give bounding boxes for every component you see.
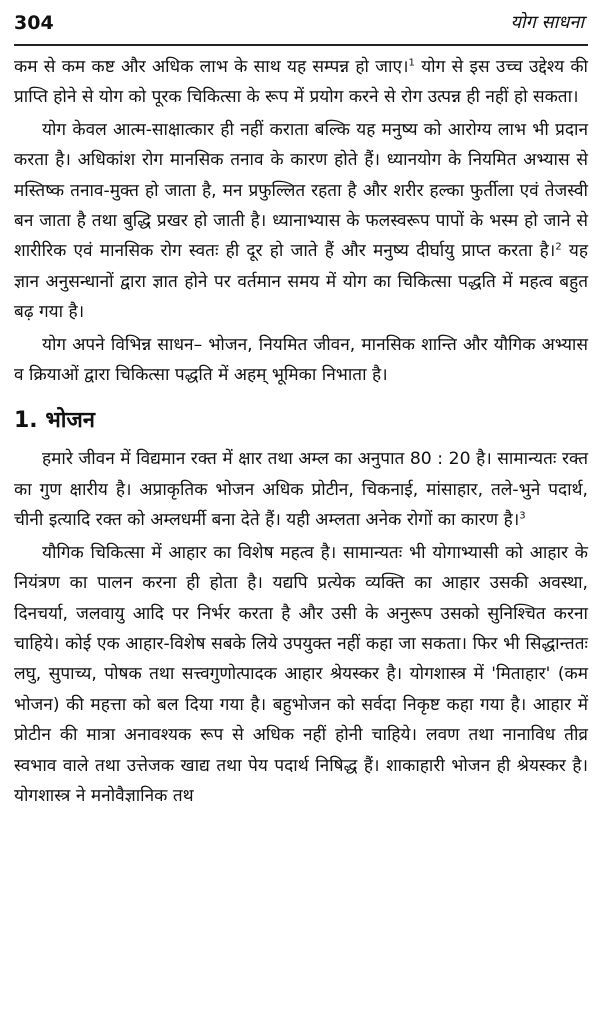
section-heading: 1. भोजन: [14, 408, 96, 434]
page-number: 304: [14, 12, 54, 34]
footnote-marker-1: 1: [408, 57, 415, 69]
page-header: [14, 0, 588, 46]
paragraph-1-text: कम से कम कष्ट और अधिक लाभ के साथ यह सम्पन्न हो जाए।: [14, 57, 409, 77]
page-body: [14, 46, 588, 811]
paragraph-4-text: हमारे जीवन में विद्यमान रक्त में क्षार तथा अम्ल का अनुपात 80 : 20 है। सामान्यतः रक्त का गुण क्षारीय है। अप्राकृतिक भोजन अधिक प्रोटीन, चिकनाई, मांसाहार, तले-भुने पदार्थ, चीनी इत्यादि रक्त को अम्लधर्मी बना देते हैं। यही अम्लता अनेक रोगों का कारण है।: [14, 449, 588, 531]
paragraph-2: [14, 115, 588, 328]
footnote-marker-3: 3: [519, 510, 526, 522]
paragraph-5: यौगिक चिकित्सा में आहार का विशेष महत्व है। सामान्यतः भी योगाभ्यासी को आहार के नियंत्रण का पालन करना ही होता है। यद्यपि प्रत्येक व्यक्ति का आहार उसकी अवस्था, दिनचर्या, जलवायु आदि पर निर्भर करता है और उसी के अनुरूप उसको सुनिश्चित करना चाहिये। कोई एक आहार-विशेष सबके लिये उपयुक्त नहीं कहा जा सकता। फिर भी सिद्धान्ततः लघु, सुपाच्य, पोषक तथा सत्त्वगुणोत्पादक आहार श्रेयस्कर है। योगशास्त्र में 'मिताहार' (कम भोजन) की महत्ता को बल दिया गया है। बहुभोजन को सर्वदा निकृष्ट कहा गया है। आहार में प्रोटीन की मात्रा अनावश्यक रूप से अधिक नहीं होनी चाहिये। लवण तथा नानाविध तीव्र स्वभाव वाले तथा उत्तेजक खाद्य तथा पेय पदार्थ निषिद्ध हैं। शाकाहारी भोजन ही श्रेयस्कर है। योगशास्त्र ने मनोवैज्ञानिक तथ: [14, 542, 588, 806]
paragraph-4: [14, 444, 588, 535]
paragraph-1-continued: योग से इस उच्च उद्देश्य की प्राप्ति होने से योग को पूरक चिकित्सा के रूप में प्रयोग करने से रोग उत्पन्न ही नहीं हो सकता।: [14, 57, 589, 108]
running-head: योग साधना: [510, 12, 584, 33]
paragraph-3: योग अपने विभिन्न साधन– भोजन, नियमित जीवन, मानसिक शान्ति और यौगिक अभ्यास व क्रियाओं द्वारा चिकित्सा पद्धति में अहम् भूमिका निभाता है।: [14, 334, 588, 386]
paragraph-1: [14, 52, 588, 113]
paragraph-2-text: योग केवल आत्म-साक्षात्कार ही नहीं कराता बल्कि यह मनुष्य को आरोग्य लाभ भी प्रदान करता है। अधिकांश रोग मानसिक तनाव के कारण होते हैं। ध्यानयोग के नियमित अभ्यास से मस्तिष्क तनाव-मुक्त हो जाता है, मन प्रफुल्लित रहता है और शरीर हल्का फुर्तीला एवं तेजस्वी बन जाता है तथा बुद्धि प्रखर हो जाती है। ध्यानाभ्यास के फलस्वरूप पापों के भस्म हो जाने से शारीरिक एवं मानसिक रोग स्वतः ही दूर हो जाते हैं और मनुष्य दीर्घायु प्राप्त करता है।: [14, 119, 588, 262]
footnote-marker-2: 2: [555, 241, 562, 253]
paragraph-2-continued: यह ज्ञान अनुसन्धानों द्वारा ज्ञात होने पर वर्तमान समय में योग का चिकित्सा पद्धति में महत्व बहुत बढ़ गया है।: [14, 241, 588, 323]
